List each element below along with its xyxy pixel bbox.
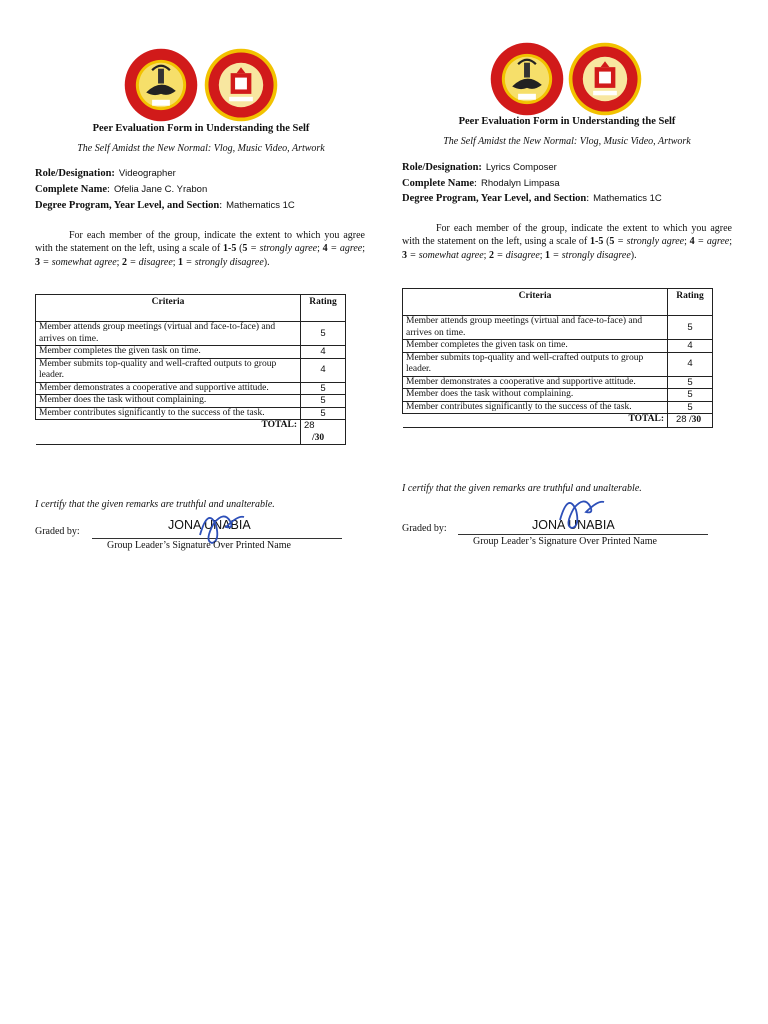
role-value: Videographer	[118, 168, 176, 179]
criterion-cell: Member contributes significantly to the success of the task.	[403, 401, 668, 414]
cebu-normal-university-seal-icon	[490, 42, 564, 116]
table-row	[403, 316, 713, 340]
criterion-cell: Member submits top-quality and well-crafted outputs to group leader.	[403, 352, 668, 376]
criterion-cell: Member completes the given task on time.	[36, 346, 301, 359]
total-max: /30	[312, 432, 325, 443]
degree-value: Mathematics 1C	[226, 200, 295, 211]
name-label: Complete Name	[35, 184, 108, 195]
rating-cell: 4	[301, 346, 346, 359]
table-row	[403, 340, 713, 353]
rating-header: Rating	[301, 295, 346, 322]
table-row	[36, 322, 346, 346]
criterion-cell: Member attends group meetings (virtual and face-to-face) and arrives on time.	[36, 322, 301, 346]
logos	[488, 38, 648, 118]
table-row	[403, 352, 713, 376]
rating-cell: 5	[668, 376, 713, 389]
role-label: Role/Designation:	[35, 168, 115, 179]
graded-by-label: Graded by:	[402, 523, 447, 534]
role-field	[402, 162, 557, 173]
criterion-cell: Member contributes significantly to the success of the task.	[36, 407, 301, 420]
cebu-normal-university-seal-icon	[124, 48, 198, 122]
table-row	[403, 389, 713, 402]
criteria-table	[402, 288, 713, 428]
signature-scribble-icon	[190, 505, 250, 545]
table-row	[403, 401, 713, 414]
name-label: Complete Name	[402, 178, 475, 189]
rating-cell: 5	[301, 407, 346, 420]
rating-cell: 5	[668, 316, 713, 340]
signature-scribble-icon	[550, 490, 610, 530]
certification-statement: I certify that the given remarks are truthful and unalterable.	[35, 499, 275, 510]
degree-label: Degree Program, Year Level, and Section	[402, 193, 587, 204]
form-title: Peer Evaluation Form in Understanding the Self	[458, 116, 676, 127]
criterion-cell: Member does the task without complaining.	[403, 389, 668, 402]
total-value: 28	[676, 414, 687, 425]
rating-cell: 5	[301, 382, 346, 395]
graded-by-label: Graded by:	[35, 526, 80, 537]
criterion-cell: Member does the task without complaining.	[36, 395, 301, 408]
rating-cell: 4	[668, 340, 713, 353]
table-row	[36, 346, 346, 359]
role-label: Role/Designation:	[402, 162, 482, 173]
role-field	[35, 168, 176, 179]
name-value: Ofelia Jane C. Yrabon	[113, 184, 208, 195]
rating-cell: 5	[301, 322, 346, 346]
form-subtitle: The Self Amidst the New Normal: Vlog, Music Video, Artwork	[77, 143, 325, 154]
rating-cell: 5	[301, 395, 346, 408]
criterion-cell: Member submits top-quality and well-crafted outputs to group leader.	[36, 358, 301, 382]
instructions: For each member of the group, indicate the extent to which you agree with the statement on the left, using a scale of 1-5 (5 = strongly agree; 4 = agree; 3 = somewhat agree; 2 = disagree; 1 = strongly disagree).	[35, 230, 365, 268]
criteria-table	[35, 294, 346, 445]
grader-name: JONA UNABIA	[168, 518, 251, 532]
rating-cell: 5	[668, 401, 713, 414]
form-subtitle: The Self Amidst the New Normal: Vlog, Music Video, Artwork	[443, 136, 691, 147]
form-title: Peer Evaluation Form in Understanding the Self	[92, 123, 310, 134]
logos	[122, 44, 282, 124]
criterion-cell: Member attends group meetings (virtual and face-to-face) and arrives on time.	[403, 316, 668, 340]
total-label: TOTAL:	[36, 420, 301, 445]
criteria-header: Criteria	[403, 289, 668, 316]
certification-statement: I certify that the given remarks are truthful and unalterable.	[402, 483, 642, 494]
grader-name: JONA UNABIA	[532, 518, 615, 532]
instructions: For each member of the group, indicate the extent to which you agree with the statement on the left, using a scale of 1-5 (5 = strongly agree; 4 = agree; 3 = somewhat agree; 2 = disagree; 1 = strongly disagree).	[402, 223, 732, 261]
total-label: TOTAL:	[403, 414, 668, 428]
criterion-cell: Member demonstrates a cooperative and supportive attitude.	[403, 376, 668, 389]
rating-cell: 5	[668, 389, 713, 402]
signature-line	[458, 534, 708, 535]
criterion-cell: Member completes the given task on time.	[403, 340, 668, 353]
table-row	[36, 382, 346, 395]
table-row	[36, 395, 346, 408]
total-max: /30	[688, 415, 702, 425]
signature-caption: Group Leader’s Signature Over Printed Name	[107, 540, 291, 551]
rating-header: Rating	[668, 289, 713, 316]
table-row	[36, 407, 346, 420]
degree-field: Degree Program, Year Level, and Section: Mathematics 1C	[35, 200, 295, 211]
rating-cell: 4	[668, 352, 713, 376]
table-row	[403, 376, 713, 389]
criteria-header: Criteria	[36, 295, 301, 322]
role-value: Lyrics Composer	[485, 162, 557, 173]
signature-caption: Group Leader’s Signature Over Printed Name	[473, 536, 657, 547]
degree-value: Mathematics 1C	[593, 193, 662, 204]
total-cell	[668, 414, 713, 428]
total-row	[36, 420, 346, 445]
table-row	[36, 358, 346, 382]
name-field: Complete Name: Rhodalyn Limpasa	[402, 178, 560, 189]
college-seal-icon	[568, 42, 642, 116]
total-value: 28	[304, 420, 315, 431]
name-value: Rhodalyn Limpasa	[480, 178, 560, 189]
degree-label: Degree Program, Year Level, and Section	[35, 200, 220, 211]
total-row	[403, 414, 713, 428]
college-seal-icon	[204, 48, 278, 122]
total-cell	[301, 420, 346, 445]
rating-cell: 4	[301, 358, 346, 382]
criterion-cell: Member demonstrates a cooperative and supportive attitude.	[36, 382, 301, 395]
name-field: Complete Name: Ofelia Jane C. Yrabon	[35, 184, 208, 195]
degree-field: Degree Program, Year Level, and Section: Mathematics 1C	[402, 193, 662, 204]
